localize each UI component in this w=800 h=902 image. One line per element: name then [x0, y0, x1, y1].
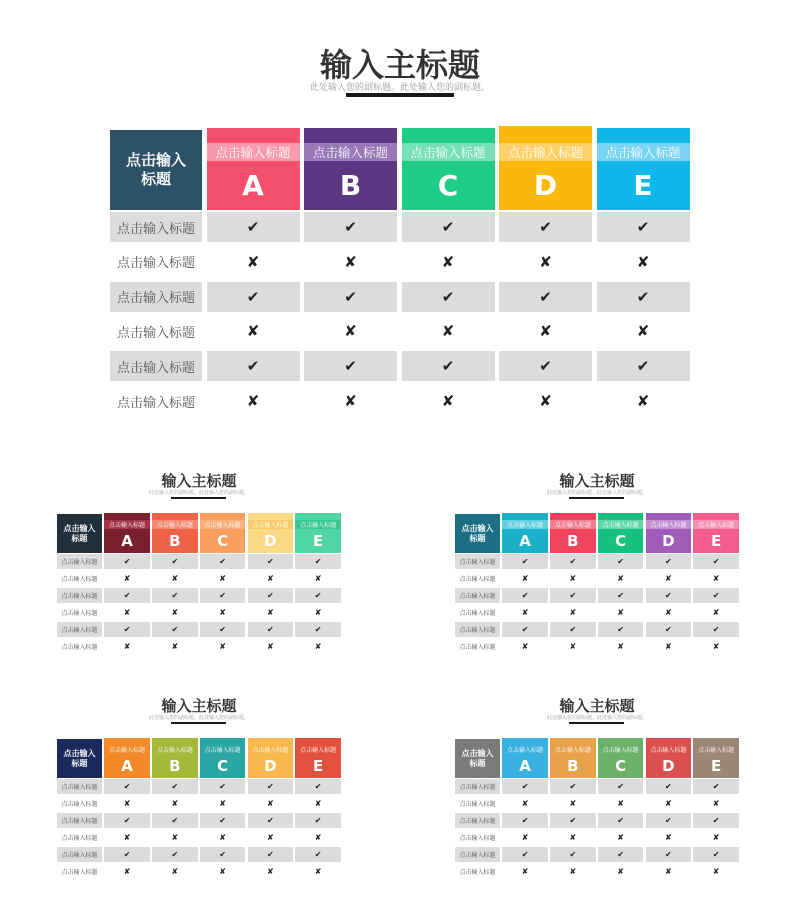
column-header-c[interactable]	[200, 738, 246, 778]
column-header-c[interactable]	[402, 128, 495, 210]
column-head-label: 点击输入标题	[200, 745, 246, 754]
check-icon: ✔	[499, 351, 592, 381]
check-icon: ✔	[693, 554, 739, 569]
check-icon: ✔	[200, 588, 246, 603]
check-icon: ✔	[597, 212, 690, 242]
row-label: 点击输入标题	[455, 847, 500, 862]
cross-icon: ✘	[712, 574, 720, 584]
cross-icon: ✘	[665, 799, 672, 809]
column-head-label: 点击输入标题	[104, 745, 150, 754]
check-icon: ✔	[597, 351, 690, 381]
cross-icon: ✘	[712, 608, 720, 618]
check-icon: ✔	[200, 622, 246, 637]
column-letter: B	[169, 757, 181, 776]
slide-title: 输入主标题	[559, 697, 635, 715]
check-icon: ✔	[550, 847, 596, 862]
column-header-a[interactable]	[502, 738, 548, 778]
row-label: 点击输入标题	[116, 325, 195, 341]
cross-icon: ✘	[521, 867, 529, 877]
column-header-d[interactable]	[646, 513, 692, 553]
check-icon: ✔	[550, 554, 596, 569]
cross-icon: ✘	[171, 608, 179, 618]
cross-icon: ✘	[636, 322, 650, 341]
row-label: 点击输入标题	[116, 395, 195, 411]
cross-icon: ✘	[617, 608, 624, 618]
row-label: 点击输入标题	[57, 588, 102, 603]
check-icon: ✔	[502, 779, 548, 794]
column-head-label: 点击输入标题	[646, 520, 692, 529]
cross-icon: ✘	[123, 574, 131, 584]
column-head-label: 点击输入标题	[502, 520, 548, 529]
check-icon: ✔	[693, 622, 739, 637]
cross-icon: ✘	[171, 574, 179, 584]
check-icon: ✔	[499, 282, 592, 312]
slide-subtitle: 此处输入您的副标题。此处输入您的副标题。	[546, 715, 647, 721]
check-icon: ✔	[646, 554, 692, 569]
row-label: 点击输入标题	[61, 576, 98, 584]
cross-icon: ✘	[665, 642, 672, 652]
check-icon: ✔	[295, 779, 341, 794]
check-icon: ✔	[104, 588, 150, 603]
column-letter: D	[264, 532, 277, 551]
column-letter: C	[615, 532, 627, 551]
cross-icon: ✘	[314, 574, 322, 584]
cross-icon: ✘	[246, 392, 260, 410]
column-header-a[interactable]	[104, 738, 150, 778]
row-label: 点击输入标题	[110, 282, 202, 312]
column-head-label: 点击输入标题	[598, 745, 644, 754]
check-icon: ✔	[598, 813, 644, 828]
column-header-d[interactable]	[248, 513, 294, 553]
cross-icon: ✘	[219, 799, 226, 809]
column-head-label: 点击输入标题	[248, 745, 294, 754]
column-head-label: 点击输入标题	[550, 520, 596, 529]
check-icon: ✔	[152, 622, 198, 637]
cross-icon: ✘	[712, 642, 720, 652]
comparison-slide	[0, 0, 800, 430]
row-label: 点击输入标题	[116, 256, 195, 272]
column-header-a[interactable]	[207, 128, 300, 210]
check-icon: ✔	[402, 282, 495, 312]
row-label: 点击输入标题	[57, 813, 102, 828]
cross-icon: ✘	[617, 867, 624, 877]
corner-header: 点击输入标题	[110, 130, 202, 210]
column-head-label: 点击输入标题	[304, 143, 397, 161]
cross-icon: ✘	[123, 867, 131, 877]
check-icon: ✔	[207, 282, 300, 312]
cross-icon: ✘	[636, 392, 650, 410]
column-head-label: 点击输入标题	[693, 520, 739, 529]
column-letter: A	[519, 532, 531, 551]
check-icon: ✔	[598, 622, 644, 637]
column-header-e[interactable]	[295, 513, 341, 553]
column-header-d[interactable]	[248, 738, 294, 778]
cross-icon: ✘	[267, 867, 274, 877]
column-letter: D	[533, 169, 558, 202]
cross-icon: ✘	[712, 867, 720, 877]
row-label: 点击输入标题	[57, 554, 102, 569]
check-icon: ✔	[646, 847, 692, 862]
check-icon: ✔	[152, 813, 198, 828]
column-letter: A	[121, 757, 133, 776]
cross-icon: ✘	[617, 574, 624, 584]
cross-icon: ✘	[569, 608, 577, 618]
column-header-d[interactable]	[646, 738, 692, 778]
column-letter: B	[567, 532, 579, 551]
column-header-b[interactable]	[304, 128, 397, 210]
comparison-slide	[57, 695, 341, 895]
check-icon: ✔	[502, 588, 548, 603]
check-icon: ✔	[104, 847, 150, 862]
check-icon: ✔	[550, 622, 596, 637]
check-icon: ✔	[248, 847, 294, 862]
comparison-slide	[455, 695, 739, 895]
row-label: 点击输入标题	[459, 576, 496, 584]
slide-subtitle: 此处输入您的副标题。此处输入您的副标题。	[546, 490, 647, 496]
column-letter: B	[339, 169, 362, 202]
corner-header: 点击输入标题	[455, 514, 500, 553]
cross-icon: ✘	[123, 642, 131, 652]
column-letter: E	[313, 757, 324, 776]
column-head-label: 点击输入标题	[499, 143, 592, 161]
column-header-e[interactable]	[693, 513, 739, 553]
cross-icon: ✘	[712, 833, 720, 843]
cross-icon: ✘	[539, 392, 552, 410]
row-label: 点击输入标题	[61, 869, 98, 877]
check-icon: ✔	[550, 813, 596, 828]
cross-icon: ✘	[123, 608, 131, 618]
check-icon: ✔	[304, 212, 397, 242]
cross-icon: ✘	[569, 833, 577, 843]
check-icon: ✔	[402, 351, 495, 381]
cross-icon: ✘	[569, 799, 577, 809]
cross-icon: ✘	[441, 322, 455, 341]
column-header-c[interactable]	[598, 738, 644, 778]
comparison-slide	[57, 470, 341, 670]
check-icon: ✔	[152, 779, 198, 794]
slide-title: 输入主标题	[319, 46, 480, 84]
cross-icon: ✘	[665, 574, 672, 584]
cross-icon: ✘	[314, 867, 322, 877]
column-header-b[interactable]	[152, 738, 198, 778]
cross-icon: ✘	[569, 642, 577, 652]
column-letter: E	[711, 757, 722, 776]
cross-icon: ✘	[441, 392, 455, 410]
check-icon: ✔	[502, 554, 548, 569]
cross-icon: ✘	[123, 833, 131, 843]
corner-header: 点击输入标题	[455, 739, 500, 778]
column-header-e[interactable]	[597, 128, 690, 210]
cross-icon: ✘	[539, 252, 552, 271]
corner-header: 点击输入标题	[57, 739, 102, 778]
row-label: 点击输入标题	[455, 554, 500, 569]
column-letter: E	[313, 532, 324, 551]
check-icon: ✔	[693, 588, 739, 603]
cross-icon: ✘	[569, 867, 577, 877]
check-icon: ✔	[598, 554, 644, 569]
cross-icon: ✘	[521, 574, 529, 584]
cross-icon: ✘	[665, 833, 672, 843]
column-head-label: 点击输入标题	[502, 745, 548, 754]
cross-icon: ✘	[246, 252, 260, 271]
cross-icon: ✘	[521, 799, 529, 809]
title-underline	[346, 93, 454, 97]
check-icon: ✔	[598, 847, 644, 862]
cross-icon: ✘	[314, 833, 322, 843]
row-label: 点击输入标题	[61, 835, 98, 843]
check-icon: ✔	[295, 813, 341, 828]
column-head-label: 点击输入标题	[402, 143, 495, 161]
column-letter: D	[662, 757, 675, 776]
column-letter: D	[662, 532, 675, 551]
row-label: 点击输入标题	[459, 801, 496, 809]
column-letter: B	[567, 757, 579, 776]
column-letter: A	[121, 532, 133, 551]
row-label: 点击输入标题	[459, 610, 496, 618]
column-head-label: 点击输入标题	[598, 520, 644, 529]
cross-icon: ✘	[539, 322, 552, 341]
check-icon: ✔	[248, 779, 294, 794]
column-letter: A	[519, 757, 531, 776]
slide-subtitle: 此处输入您的副标题。此处输入您的副标题。	[148, 490, 249, 496]
check-icon: ✔	[502, 622, 548, 637]
cross-icon: ✘	[267, 574, 274, 584]
row-label: 点击输入标题	[57, 847, 102, 862]
check-icon: ✔	[646, 813, 692, 828]
cross-icon: ✘	[267, 642, 274, 652]
check-icon: ✔	[152, 554, 198, 569]
cross-icon: ✘	[246, 322, 260, 341]
check-icon: ✔	[104, 622, 150, 637]
cross-icon: ✘	[171, 799, 179, 809]
column-header-b[interactable]	[152, 513, 198, 553]
cross-icon: ✘	[712, 799, 720, 809]
slide-title: 输入主标题	[559, 472, 635, 490]
check-icon: ✔	[207, 351, 300, 381]
check-icon: ✔	[502, 847, 548, 862]
check-icon: ✔	[646, 622, 692, 637]
row-label: 点击输入标题	[455, 622, 500, 637]
check-icon: ✔	[200, 847, 246, 862]
check-icon: ✔	[693, 847, 739, 862]
check-icon: ✔	[597, 282, 690, 312]
cross-icon: ✘	[219, 574, 226, 584]
check-icon: ✔	[152, 588, 198, 603]
check-icon: ✔	[104, 554, 150, 569]
cross-icon: ✘	[219, 608, 226, 618]
column-head-label: 点击输入标题	[295, 745, 341, 754]
column-letter: B	[169, 532, 181, 551]
title-underline	[569, 497, 624, 499]
cross-icon: ✘	[441, 252, 455, 271]
title-underline	[569, 722, 624, 724]
check-icon: ✔	[598, 779, 644, 794]
cross-icon: ✘	[171, 867, 179, 877]
column-letter: C	[615, 757, 627, 776]
check-icon: ✔	[693, 813, 739, 828]
column-letter: D	[264, 757, 277, 776]
check-icon: ✔	[104, 779, 150, 794]
cross-icon: ✘	[314, 642, 322, 652]
check-icon: ✔	[152, 847, 198, 862]
column-head-label: 点击输入标题	[693, 745, 739, 754]
column-header-b[interactable]	[550, 738, 596, 778]
column-header-c[interactable]	[598, 513, 644, 553]
column-letter: C	[217, 532, 229, 551]
check-icon: ✔	[598, 588, 644, 603]
check-icon: ✔	[248, 588, 294, 603]
cross-icon: ✘	[314, 799, 322, 809]
column-header-a[interactable]	[502, 513, 548, 553]
cross-icon: ✘	[219, 642, 226, 652]
column-head-label: 点击输入标题	[295, 520, 341, 529]
cross-icon: ✘	[344, 322, 357, 341]
check-icon: ✔	[499, 212, 592, 242]
cross-icon: ✘	[314, 608, 322, 618]
check-icon: ✔	[502, 813, 548, 828]
title-underline	[171, 722, 226, 724]
row-label: 点击输入标题	[110, 351, 202, 381]
check-icon: ✔	[304, 282, 397, 312]
column-head-label: 点击输入标题	[200, 520, 246, 529]
column-letter: A	[242, 169, 264, 202]
comparison-slide	[455, 470, 739, 670]
check-icon: ✔	[207, 212, 300, 242]
column-header-e[interactable]	[295, 738, 341, 778]
cross-icon: ✘	[665, 608, 672, 618]
column-head-label: 点击输入标题	[207, 143, 300, 161]
row-label: 点击输入标题	[459, 869, 496, 877]
column-head-label: 点击输入标题	[597, 143, 690, 161]
check-icon: ✔	[550, 779, 596, 794]
cross-icon: ✘	[636, 252, 650, 271]
row-label: 点击输入标题	[57, 779, 102, 794]
cross-icon: ✘	[344, 252, 357, 271]
check-icon: ✔	[295, 588, 341, 603]
column-header-e[interactable]	[693, 738, 739, 778]
row-label: 点击输入标题	[61, 610, 98, 618]
column-header-b[interactable]	[550, 513, 596, 553]
check-icon: ✔	[304, 351, 397, 381]
cross-icon: ✘	[665, 867, 672, 877]
row-label: 点击输入标题	[455, 779, 500, 794]
row-label: 点击输入标题	[455, 813, 500, 828]
row-label: 点击输入标题	[110, 212, 202, 242]
slide-subtitle: 此处输入您的副标题。此处输入您的副标题。	[148, 715, 249, 721]
cross-icon: ✘	[569, 574, 577, 584]
column-head-label: 点击输入标题	[152, 520, 198, 529]
cross-icon: ✘	[617, 642, 624, 652]
row-label: 点击输入标题	[459, 644, 496, 652]
column-header-a[interactable]	[104, 513, 150, 553]
check-icon: ✔	[295, 847, 341, 862]
cross-icon: ✘	[521, 833, 529, 843]
check-icon: ✔	[248, 554, 294, 569]
check-icon: ✔	[200, 813, 246, 828]
check-icon: ✔	[402, 212, 495, 242]
check-icon: ✔	[646, 588, 692, 603]
column-head-label: 点击输入标题	[646, 745, 692, 754]
check-icon: ✔	[248, 813, 294, 828]
row-label: 点击输入标题	[57, 622, 102, 637]
cross-icon: ✘	[344, 392, 357, 410]
cross-icon: ✘	[171, 833, 179, 843]
column-head-label: 点击输入标题	[248, 520, 294, 529]
row-label: 点击输入标题	[61, 644, 98, 652]
cross-icon: ✘	[267, 608, 274, 618]
cross-icon: ✘	[521, 608, 529, 618]
check-icon: ✔	[248, 622, 294, 637]
slide-title: 输入主标题	[161, 472, 237, 490]
column-header-d[interactable]	[499, 126, 592, 210]
cross-icon: ✘	[219, 867, 226, 877]
cross-icon: ✘	[521, 642, 529, 652]
column-header-c[interactable]	[200, 513, 246, 553]
slide-subtitle: 此处输入您的副标题。此处输入您的副标题。	[309, 83, 490, 93]
check-icon: ✔	[295, 554, 341, 569]
row-label: 点击输入标题	[459, 835, 496, 843]
cross-icon: ✘	[267, 799, 274, 809]
cross-icon: ✘	[219, 833, 226, 843]
cross-icon: ✘	[171, 642, 179, 652]
column-letter: C	[437, 169, 459, 202]
cross-icon: ✘	[123, 799, 131, 809]
cross-icon: ✘	[617, 833, 624, 843]
cross-icon: ✘	[267, 833, 274, 843]
column-head-label: 点击输入标题	[104, 520, 150, 529]
check-icon: ✔	[200, 779, 246, 794]
check-icon: ✔	[295, 622, 341, 637]
check-icon: ✔	[200, 554, 246, 569]
corner-header: 点击输入标题	[57, 514, 102, 553]
column-head-label: 点击输入标题	[152, 745, 198, 754]
row-label: 点击输入标题	[455, 588, 500, 603]
row-label: 点击输入标题	[61, 801, 98, 809]
check-icon: ✔	[550, 588, 596, 603]
column-head-label: 点击输入标题	[550, 745, 596, 754]
check-icon: ✔	[693, 779, 739, 794]
cross-icon: ✘	[617, 799, 624, 809]
title-underline	[171, 497, 226, 499]
column-letter: E	[633, 169, 653, 202]
check-icon: ✔	[646, 779, 692, 794]
column-letter: C	[217, 757, 229, 776]
slide-title: 输入主标题	[161, 697, 237, 715]
check-icon: ✔	[104, 813, 150, 828]
column-letter: E	[711, 532, 722, 551]
